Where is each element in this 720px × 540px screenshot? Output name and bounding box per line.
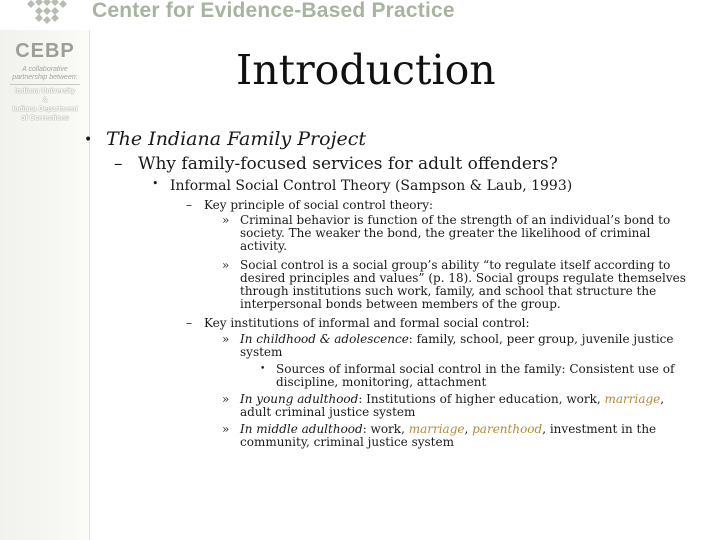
dash-icon: – xyxy=(114,154,123,174)
partner-indiana-doc-line-2: of Corrections xyxy=(21,115,69,122)
bullet-level-5 xyxy=(222,392,688,419)
partner-indiana-doc-line-1: Indiana Department xyxy=(12,106,78,113)
slide-title: Introduction xyxy=(236,46,496,94)
bullet-text: Key principle of social control theory: xyxy=(204,198,434,212)
bullet-text: Sources of informal social control in the family: Consistent use of discipline, monitoring, attachment xyxy=(276,362,675,389)
bullet-text: : work, xyxy=(362,422,409,436)
bullet-text: Informal Social Control Theory (Sampson & Laub, 1993) xyxy=(170,178,573,194)
bullet-text: Why family-focused services for adult offenders? xyxy=(138,154,558,174)
life-stage-label: In middle adulthood xyxy=(240,422,363,436)
chevron-right-icon: » xyxy=(222,392,230,406)
life-stage-label: In childhood & adolescence xyxy=(240,332,409,346)
partner-ampersand: & xyxy=(42,97,48,104)
chevron-right-icon: » xyxy=(222,258,230,272)
bullet-text: , adult criminal justice system xyxy=(240,392,665,419)
partner-indiana-university: Indiana University xyxy=(14,88,76,95)
bullet-dot-icon: • xyxy=(152,177,159,190)
highlight-term: parenthood xyxy=(472,422,543,436)
bullet-level-5 xyxy=(222,422,688,449)
brand-title: Center for Evidence-Based Practice xyxy=(92,0,455,22)
highlight-term: marriage xyxy=(408,422,465,436)
highlight-term: marriage xyxy=(604,392,661,406)
bullet-level-5 xyxy=(222,332,688,359)
bullet-text: : family, school, peer group, juvenile justice system xyxy=(240,332,674,359)
chevron-right-icon: » xyxy=(222,332,230,346)
collab-line-2: partnership between: xyxy=(12,74,78,81)
bullet-level-5 xyxy=(222,258,688,311)
bullet-text: , investment in the community, criminal justice system xyxy=(240,422,657,449)
bullet-dot-icon: • xyxy=(84,132,93,148)
bullet-dot-icon: • xyxy=(260,364,266,374)
bullet-text: Key institutions of informal and formal social control: xyxy=(204,316,530,330)
bullet-text: Social control is a social group’s ability “to regulate itself according to desired principles and values” (p. 18). Social groups regulate themselves through institutions such work, family, and school that structure the interpersonal bonds between members of the group. xyxy=(240,258,686,311)
bullet-level-2 xyxy=(114,154,558,174)
bullet-text: Criminal behavior is function of the strength of an individual’s bond to society. The weaker the bond, the greater the likelihood of criminal activity. xyxy=(240,213,671,253)
dash-icon: – xyxy=(186,198,192,212)
bullet-text: The Indiana Family Project xyxy=(106,128,366,150)
bullet-text: : Institutions of higher education, work, xyxy=(358,392,605,406)
bullet-level-4 xyxy=(186,316,530,330)
dash-icon: – xyxy=(186,316,192,330)
cebp-acronym: CEBP xyxy=(15,40,75,62)
chevron-right-icon: » xyxy=(222,422,230,436)
bullet-level-5 xyxy=(222,213,688,253)
bullet-level-3 xyxy=(152,177,573,194)
chevron-right-icon: » xyxy=(222,213,230,227)
bullet-level-4 xyxy=(186,198,434,212)
bullet-level-1 xyxy=(84,128,366,150)
collab-line-1: A collaborative xyxy=(22,66,68,73)
life-stage-label: In young adulthood xyxy=(240,392,359,406)
bullet-text: , xyxy=(464,422,473,436)
bullet-level-6 xyxy=(260,362,688,389)
